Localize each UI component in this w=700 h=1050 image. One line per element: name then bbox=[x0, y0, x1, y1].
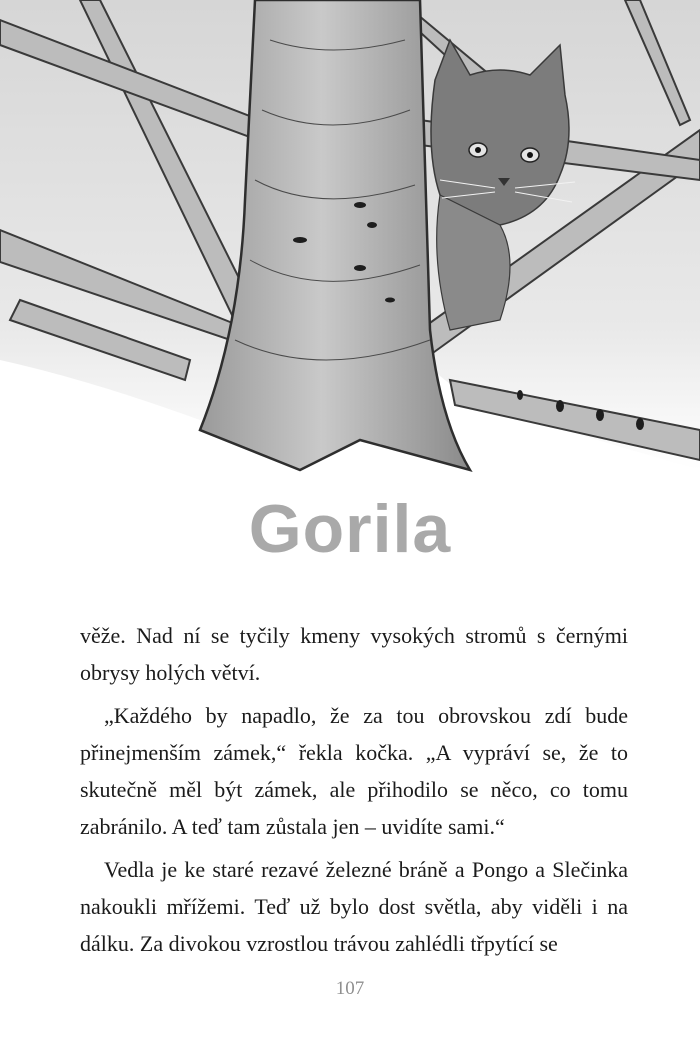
body-text bbox=[80, 617, 628, 962]
page-number: 107 bbox=[335, 978, 365, 999]
tree-with-cat-icon bbox=[0, 0, 700, 520]
paragraph: Vedla je ke staré rezavé železné bráně a Pongo a Slečinka nakoukli mřížemi. Teď už bylo dost světla, aby viděli i na dálku. Za divokou vzrostlou trávou zahlédli třpytící se bbox=[80, 857, 628, 956]
watermark-logo: Gorila bbox=[248, 491, 452, 567]
paragraph: „Každého by napadlo, že za tou obrovskou zdí bude přinejmenším zámek,“ řekla kočka. „A vypráví se, že to skutečně měl být zámek, ale přihodilo se něco, co tomu zabránilo. A teď tam zůstala jen – uvidíte sami.“ bbox=[80, 703, 628, 839]
paragraph: věže. Nad ní se tyčily kmeny vysokých stromů s černými obrysy holých větví. bbox=[80, 623, 628, 685]
